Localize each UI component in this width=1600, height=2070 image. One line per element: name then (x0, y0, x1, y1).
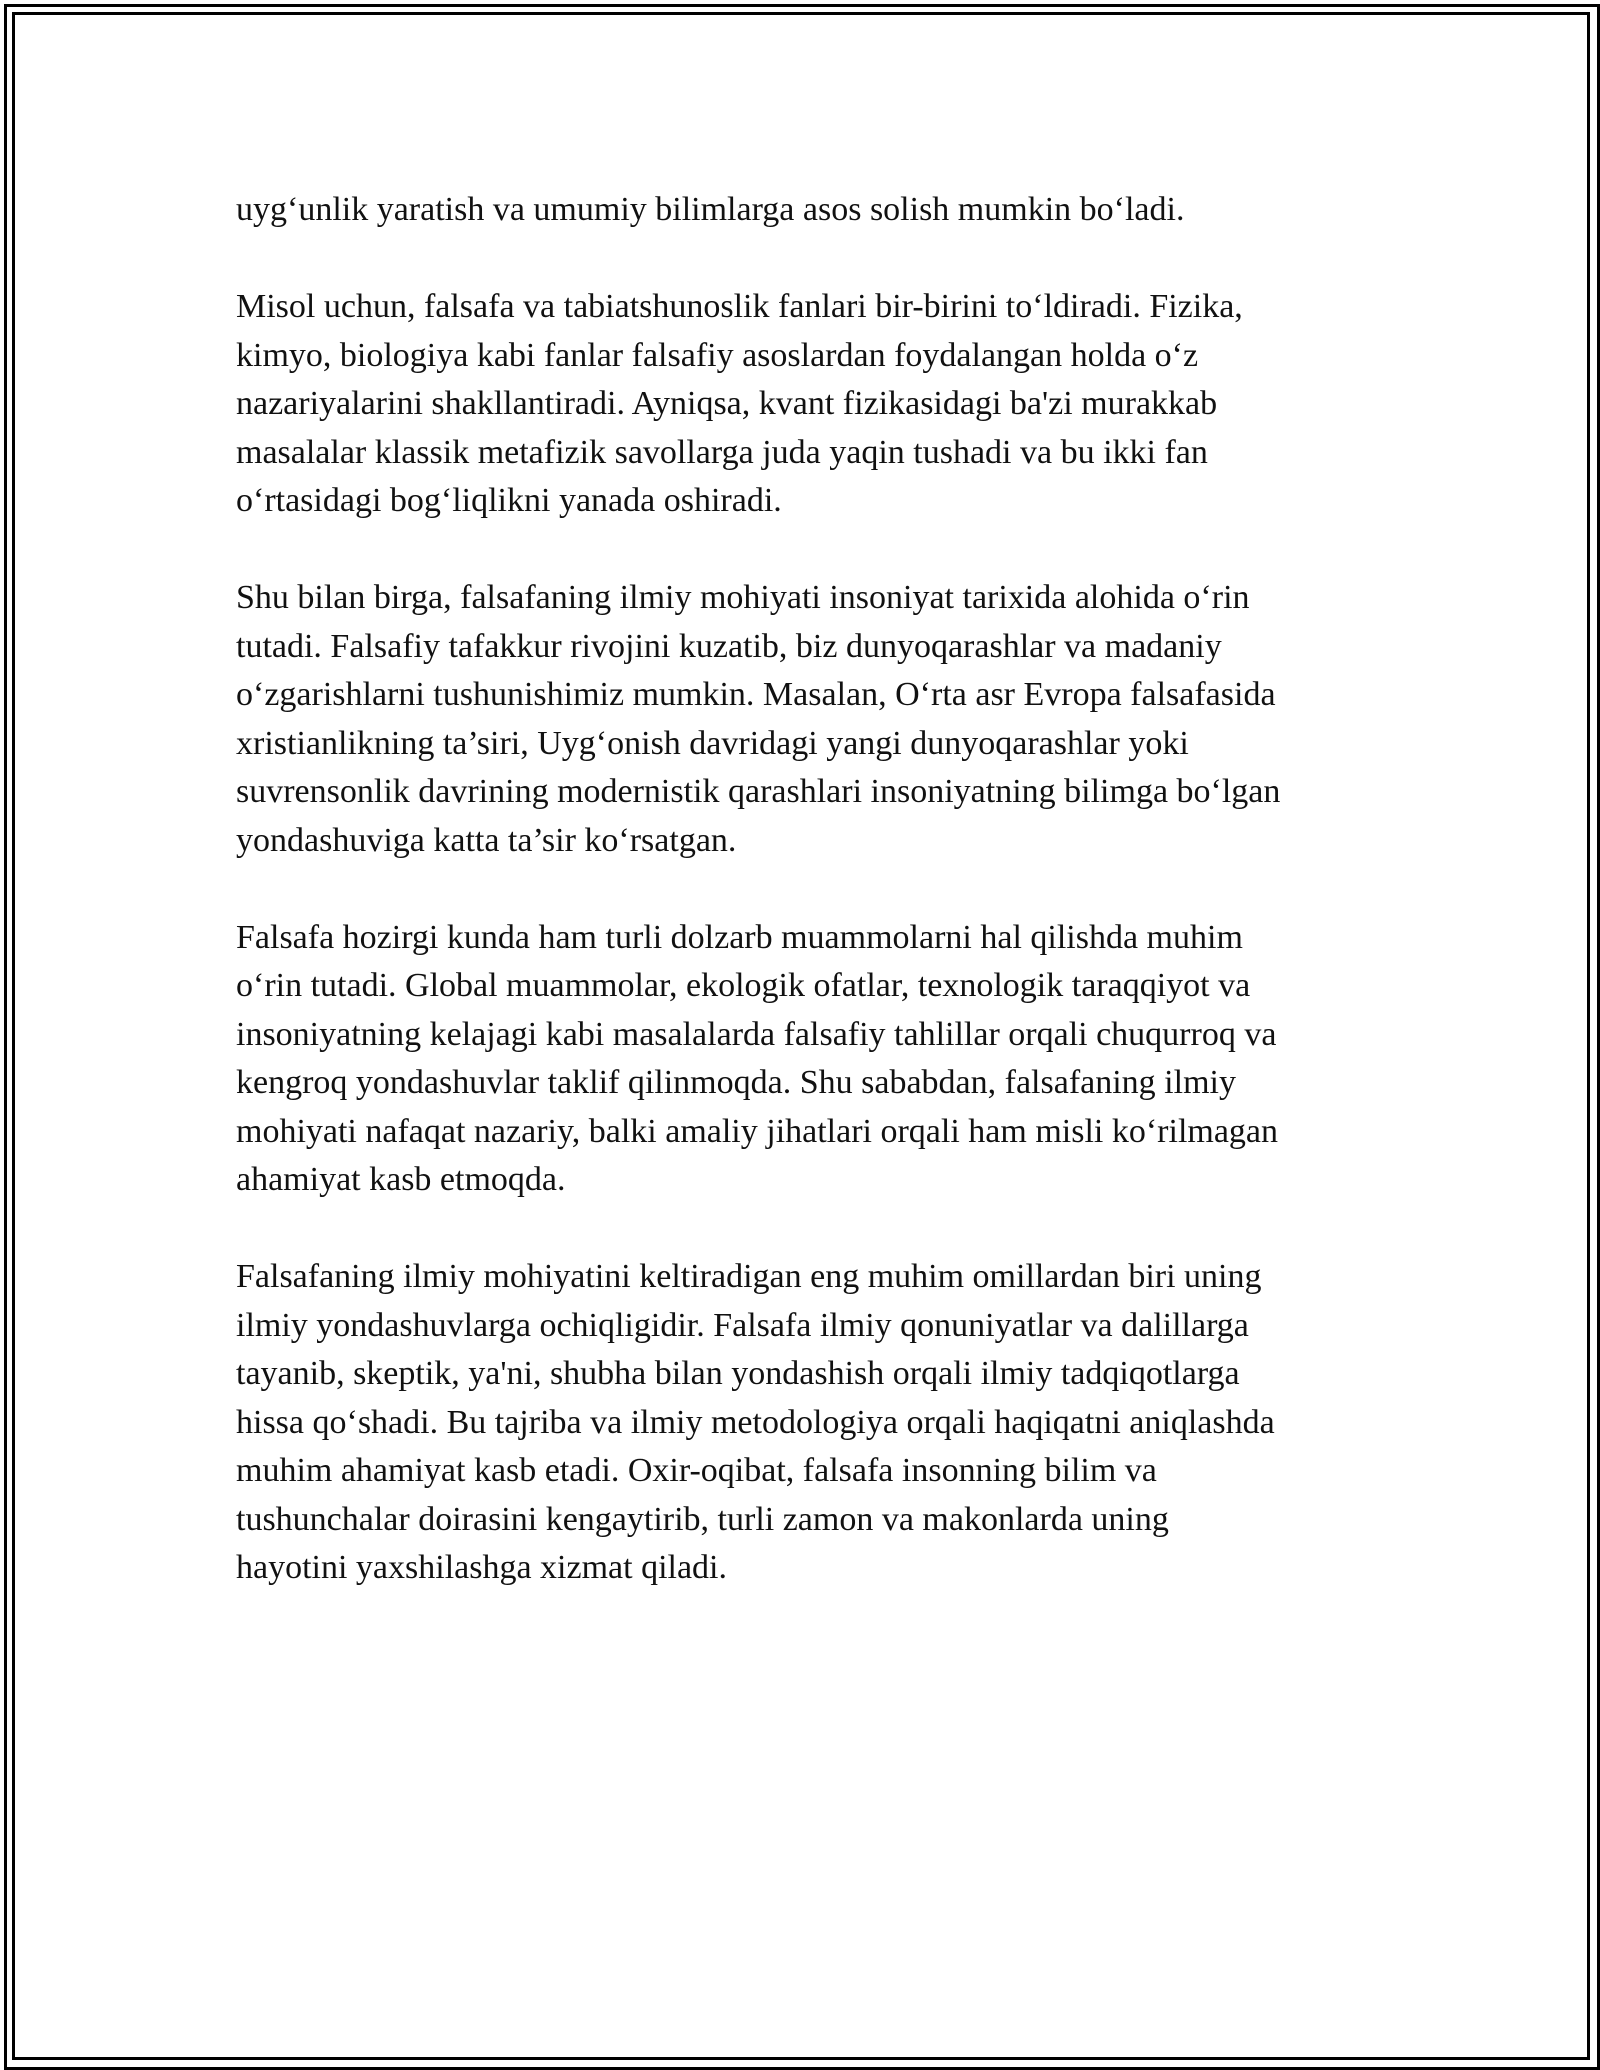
document-body (236, 186, 1376, 1641)
paragraph-4: Falsafa hozirgi kunda ham turli dolzarb muammolarni hal qilishda muhim o‘rin tutadi. Global muammolar, ekologik ofatlar, texnologik taraqqiyot va insoniyatning kelajagi kabi masalalarda falsafiy tahlillar orqali chuqurroq va kengroq yondashuvlar taklif qilinmoqda. Shu sababdan, falsafaning ilmiy mohiyati nafaqat nazariy, balki amaliy jihatlari orqali ham misli ko‘rilmagan ahamiyat kasb etmoqda. (236, 918, 1279, 1198)
paragraph-5: Falsafaning ilmiy mohiyatini keltiradigan eng muhim omillardan biri uning ilmiy yondashuvlarga ochiqligidir. Falsafa ilmiy qonuniyatlar va dalillarga tayanib, skeptik, ya'ni, shubha bilan yondashish orqali ilmiy tadqiqotlarga hissa qo‘shadi. Bu tajriba va ilmiy metodologiya orqali haqiqatni aniqlashda muhim ahamiyat kasb etadi. Oxir-oqibat, falsafa insonning bilim va tushunchalar doirasini kengaytirib, turli zamon va makonlarda uning hayotini yaxshilashga xizmat qiladi. (236, 1258, 1275, 1586)
paragraph-1: uyg‘unlik yaratish va umumiy bilimlarga asos solish mumkin bo‘ladi. (236, 191, 1185, 228)
paragraph-2: Misol uchun, falsafa va tabiatshunoslik fanlari bir-birini to‘ldiradi. Fizika, kimyo, biologiya kabi fanlar falsafiy asoslardan foydalangan holda o‘z nazariyalarini shakllantiradi. Ayniqsa, kvant fizikasidagi ba'zi murakkab masalalar klassik metafizik savollarga juda yaqin tushadi va bu ikki fan o‘rtasidagi bog‘liqlikni yanada oshiradi. (236, 288, 1243, 519)
paragraph-3: Shu bilan birga, falsafaning ilmiy mohiyati insoniyat tarixida alohida o‘rin tutadi. Falsafiy tafakkur rivojini kuzatib, biz dunyoqarashlar va madaniy o‘zgarishlarni tushunishimiz mumkin. Masalan, O‘rta asr Evropa falsafasida xristianlikning ta’siri, Uyg‘onish davridagi yangi dunyoqarashlar yoki suvrensonlik davrining modernistik qarashlari insoniyatning bilimga bo‘lgan yondashuviga katta ta’sir ko‘rsatgan. (236, 579, 1281, 859)
